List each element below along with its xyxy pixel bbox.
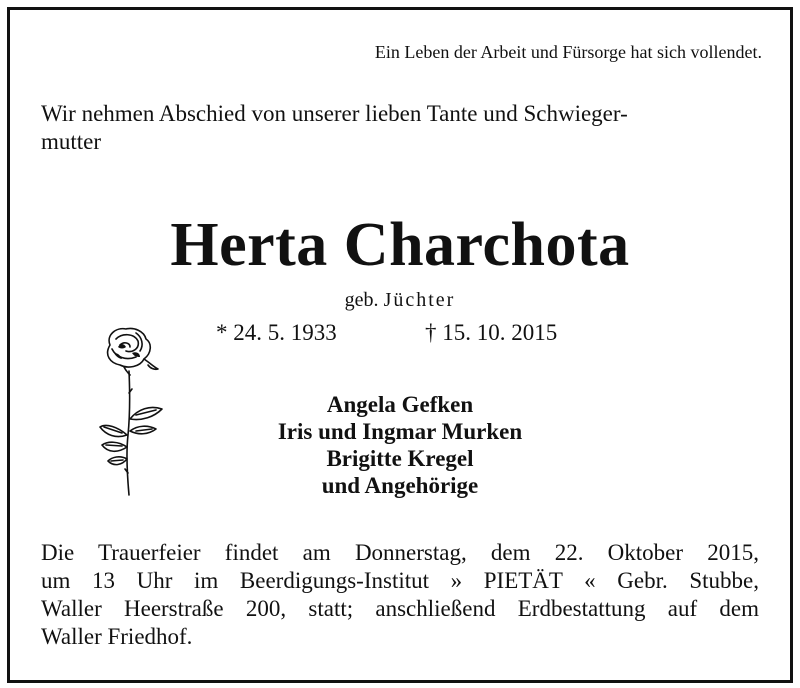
death-date: † 15. 10. 2015: [425, 320, 558, 345]
mourner-name: Iris und Ingmar Murken: [277, 419, 523, 444]
maiden-surname: Jüchter: [383, 289, 456, 311]
mourners-list: [0, 391, 800, 499]
maiden-name-prefix: geb.: [344, 289, 379, 311]
birth-date: * 24. 5. 1933: [216, 320, 337, 345]
intro-text: [41, 100, 751, 156]
mourner-name: Angela Gefken: [326, 392, 474, 417]
mourner-name: und Angehörige: [321, 473, 479, 498]
deceased-name: Herta Charchota: [170, 211, 630, 279]
intro-line-2: mutter: [41, 129, 102, 154]
maiden-name: [0, 289, 800, 312]
intro-line-1: Wir nehmen Abschied von unserer lieben Tante und Schwieger-: [41, 101, 628, 126]
funeral-line-2: um 13 Uhr im Beerdigungs-Institut » PIETÄT « Gebr. Stubbe,: [41, 568, 759, 593]
mourner-name: Brigitte Kregel: [326, 446, 474, 471]
motto: Ein Leben der Arbeit und Fürsorge hat sich vollendet.: [374, 42, 762, 62]
funeral-line-3: Waller Heerstraße 200, statt; anschließend Erdbestattung auf dem: [41, 596, 759, 621]
funeral-details: [41, 539, 759, 651]
funeral-line-1: Die Trauerfeier findet am Donnerstag, dem 22. Oktober 2015,: [41, 540, 759, 565]
funeral-line-4: Waller Friedhof.: [41, 624, 193, 649]
